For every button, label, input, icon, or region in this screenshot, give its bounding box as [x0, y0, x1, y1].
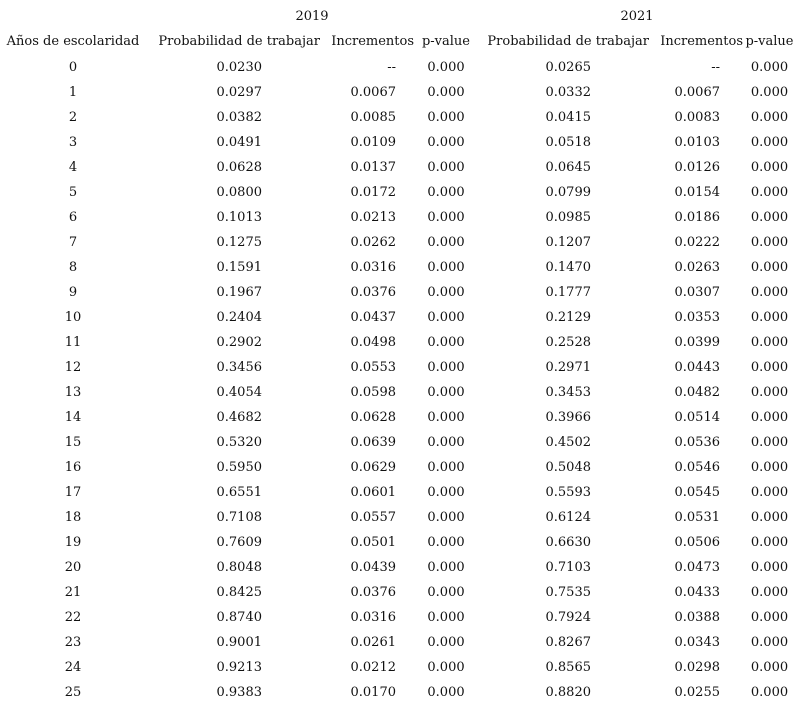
- cell-probabilidad-2021: 0.0518: [545, 135, 591, 150]
- cell-anos: 10: [64, 310, 82, 325]
- cell-incrementos-2019: 0.0437: [350, 310, 396, 325]
- cell-pvalue-2021: 0.000: [750, 385, 789, 400]
- cell-pvalue-2021: 0.000: [750, 435, 789, 450]
- header-incrementos-2019: Incrementos: [331, 34, 414, 49]
- cell-probabilidad-2021: 0.1207: [545, 235, 591, 250]
- table-row: [0, 105, 796, 130]
- cell-anos: 4: [68, 160, 78, 175]
- cell-probabilidad-2019: 0.0297: [216, 85, 262, 100]
- table-row: [0, 155, 796, 180]
- cell-anos: 25: [64, 685, 82, 700]
- cell-incrementos-2021: 0.0255: [674, 685, 720, 700]
- cell-pvalue-2021: 0.000: [750, 60, 789, 75]
- table-row: [0, 455, 796, 480]
- cell-probabilidad-2019: 0.3456: [216, 360, 262, 375]
- cell-incrementos-2019: 0.0553: [350, 360, 396, 375]
- cell-probabilidad-2021: 0.6630: [545, 535, 591, 550]
- cell-pvalue-2019: 0.000: [427, 485, 465, 500]
- cell-probabilidad-2019: 0.5320: [216, 435, 262, 450]
- cell-incrementos-2021: 0.0343: [674, 635, 720, 650]
- cell-probabilidad-2019: 0.8425: [216, 585, 262, 600]
- cell-incrementos-2019: --: [387, 60, 396, 75]
- cell-probabilidad-2019: 0.8740: [216, 610, 262, 625]
- cell-pvalue-2019: 0.000: [427, 435, 465, 450]
- cell-probabilidad-2019: 0.0230: [216, 60, 262, 75]
- cell-incrementos-2019: 0.0501: [350, 535, 396, 550]
- cell-pvalue-2019: 0.000: [427, 685, 465, 700]
- table-row: [0, 530, 796, 555]
- cell-probabilidad-2019: 0.0628: [216, 160, 262, 175]
- cell-probabilidad-2019: 0.9383: [216, 685, 262, 700]
- cell-anos: 6: [68, 210, 78, 225]
- cell-probabilidad-2021: 0.0799: [545, 185, 591, 200]
- cell-incrementos-2021: --: [711, 60, 720, 75]
- cell-pvalue-2021: 0.000: [750, 160, 789, 175]
- cell-probabilidad-2019: 0.1013: [216, 210, 262, 225]
- cell-incrementos-2019: 0.0376: [350, 285, 396, 300]
- cell-pvalue-2021: 0.000: [750, 135, 789, 150]
- cell-anos: 21: [64, 585, 82, 600]
- cell-pvalue-2021: 0.000: [750, 185, 789, 200]
- cell-incrementos-2019: 0.0557: [350, 510, 396, 525]
- table-row: [0, 555, 796, 580]
- cell-probabilidad-2019: 0.2902: [216, 335, 262, 350]
- cell-incrementos-2019: 0.0067: [350, 85, 396, 100]
- cell-incrementos-2019: 0.0213: [350, 210, 396, 225]
- cell-pvalue-2021: 0.000: [750, 260, 789, 275]
- cell-pvalue-2019: 0.000: [427, 235, 465, 250]
- cell-anos: 17: [64, 485, 82, 500]
- cell-incrementos-2019: 0.0498: [350, 335, 396, 350]
- cell-pvalue-2021: 0.000: [750, 610, 789, 625]
- cell-incrementos-2019: 0.0170: [350, 685, 396, 700]
- cell-incrementos-2021: 0.0154: [674, 185, 720, 200]
- cell-incrementos-2019: 0.0598: [350, 385, 396, 400]
- cell-incrementos-2019: 0.0316: [350, 260, 396, 275]
- cell-anos: 16: [64, 460, 82, 475]
- cell-anos: 22: [64, 610, 82, 625]
- cell-pvalue-2021: 0.000: [750, 460, 789, 475]
- cell-pvalue-2019: 0.000: [427, 560, 465, 575]
- cell-pvalue-2019: 0.000: [427, 360, 465, 375]
- table-row: [0, 280, 796, 305]
- cell-probabilidad-2019: 0.5950: [216, 460, 262, 475]
- cell-probabilidad-2021: 0.2129: [545, 310, 591, 325]
- cell-pvalue-2019: 0.000: [427, 660, 465, 675]
- table-row: [0, 430, 796, 455]
- cell-incrementos-2019: 0.0639: [350, 435, 396, 450]
- table-row: [0, 355, 796, 380]
- cell-incrementos-2019: 0.0439: [350, 560, 396, 575]
- cell-pvalue-2021: 0.000: [750, 660, 789, 675]
- cell-pvalue-2021: 0.000: [750, 285, 789, 300]
- table-row: [0, 305, 796, 330]
- cell-anos: 13: [64, 385, 82, 400]
- cell-probabilidad-2021: 0.3453: [545, 385, 591, 400]
- cell-anos: 18: [64, 510, 82, 525]
- cell-probabilidad-2021: 0.1470: [545, 260, 591, 275]
- cell-pvalue-2019: 0.000: [427, 60, 465, 75]
- cell-pvalue-2019: 0.000: [427, 585, 465, 600]
- cell-anos: 23: [64, 635, 82, 650]
- cell-anos: 2: [68, 110, 78, 125]
- cell-pvalue-2019: 0.000: [427, 185, 465, 200]
- cell-pvalue-2019: 0.000: [427, 85, 465, 100]
- table-row: [0, 680, 796, 705]
- cell-incrementos-2021: 0.0399: [674, 335, 720, 350]
- header-incrementos-2021: Incrementos: [660, 34, 743, 49]
- cell-probabilidad-2019: 0.9213: [216, 660, 262, 675]
- cell-probabilidad-2021: 0.3966: [545, 410, 591, 425]
- cell-probabilidad-2021: 0.0985: [545, 210, 591, 225]
- cell-probabilidad-2019: 0.0491: [216, 135, 262, 150]
- cell-pvalue-2019: 0.000: [427, 160, 465, 175]
- table-row: [0, 655, 796, 680]
- cell-anos: 7: [68, 235, 78, 250]
- cell-incrementos-2019: 0.0137: [350, 160, 396, 175]
- cell-incrementos-2021: 0.0531: [674, 510, 720, 525]
- cell-probabilidad-2021: 0.2971: [545, 360, 591, 375]
- table-body: [0, 55, 796, 705]
- cell-incrementos-2021: 0.0388: [674, 610, 720, 625]
- cell-pvalue-2021: 0.000: [750, 235, 789, 250]
- cell-incrementos-2021: 0.0126: [674, 160, 720, 175]
- cell-incrementos-2021: 0.0514: [674, 410, 720, 425]
- header-probabilidad-2021: Probabilidad de trabajar: [487, 34, 649, 49]
- cell-probabilidad-2019: 0.2404: [216, 310, 262, 325]
- cell-incrementos-2019: 0.0628: [350, 410, 396, 425]
- cell-anos: 20: [64, 560, 82, 575]
- cell-probabilidad-2019: 0.7108: [216, 510, 262, 525]
- cell-incrementos-2019: 0.0629: [350, 460, 396, 475]
- cell-probabilidad-2019: 0.1275: [216, 235, 262, 250]
- table-row: [0, 405, 796, 430]
- cell-probabilidad-2021: 0.8565: [545, 660, 591, 675]
- cell-incrementos-2021: 0.0083: [674, 110, 720, 125]
- cell-pvalue-2019: 0.000: [427, 635, 465, 650]
- cell-pvalue-2021: 0.000: [750, 535, 789, 550]
- cell-probabilidad-2021: 0.8267: [545, 635, 591, 650]
- cell-pvalue-2019: 0.000: [427, 110, 465, 125]
- cell-anos: 19: [64, 535, 82, 550]
- cell-pvalue-2021: 0.000: [750, 685, 789, 700]
- cell-incrementos-2019: 0.0212: [350, 660, 396, 675]
- cell-incrementos-2021: 0.0443: [674, 360, 720, 375]
- table-row: [0, 80, 796, 105]
- cell-pvalue-2019: 0.000: [427, 460, 465, 475]
- cell-pvalue-2021: 0.000: [750, 410, 789, 425]
- table-row: [0, 230, 796, 255]
- table-row: [0, 55, 796, 80]
- cell-pvalue-2019: 0.000: [427, 310, 465, 325]
- header-anos-escolaridad: Años de escolaridad: [6, 34, 140, 49]
- cell-pvalue-2021: 0.000: [750, 210, 789, 225]
- header-pvalue-2021: p-value: [745, 34, 794, 49]
- table-row: [0, 255, 796, 280]
- schooling-probability-table: [0, 5, 796, 705]
- cell-pvalue-2019: 0.000: [427, 135, 465, 150]
- cell-incrementos-2021: 0.0263: [674, 260, 720, 275]
- header-pvalue-2019: p-value: [421, 34, 471, 49]
- cell-probabilidad-2021: 0.5593: [545, 485, 591, 500]
- cell-pvalue-2021: 0.000: [750, 560, 789, 575]
- table-row: [0, 480, 796, 505]
- cell-incrementos-2021: 0.0473: [674, 560, 720, 575]
- cell-incrementos-2021: 0.0103: [674, 135, 720, 150]
- cell-incrementos-2021: 0.0307: [674, 285, 720, 300]
- cell-incrementos-2021: 0.0546: [674, 460, 720, 475]
- cell-incrementos-2019: 0.0172: [350, 185, 396, 200]
- cell-pvalue-2019: 0.000: [427, 335, 465, 350]
- cell-probabilidad-2021: 0.6124: [545, 510, 591, 525]
- cell-pvalue-2021: 0.000: [750, 510, 789, 525]
- cell-pvalue-2019: 0.000: [427, 535, 465, 550]
- cell-probabilidad-2021: 0.0415: [545, 110, 591, 125]
- cell-incrementos-2019: 0.0261: [350, 635, 396, 650]
- table-row: [0, 630, 796, 655]
- cell-incrementos-2019: 0.0601: [350, 485, 396, 500]
- cell-probabilidad-2019: 0.4682: [216, 410, 262, 425]
- cell-pvalue-2021: 0.000: [750, 310, 789, 325]
- year-2021-header: 2021: [620, 9, 654, 24]
- cell-anos: 12: [64, 360, 82, 375]
- table-row: [0, 205, 796, 230]
- cell-incrementos-2021: 0.0506: [674, 535, 720, 550]
- year-header-row: [0, 5, 796, 29]
- cell-anos: 15: [64, 435, 82, 450]
- cell-pvalue-2021: 0.000: [750, 335, 789, 350]
- cell-probabilidad-2019: 0.1967: [216, 285, 262, 300]
- cell-pvalue-2019: 0.000: [427, 210, 465, 225]
- cell-incrementos-2019: 0.0262: [350, 235, 396, 250]
- cell-probabilidad-2019: 0.6551: [216, 485, 262, 500]
- cell-anos: 8: [68, 260, 78, 275]
- table-row: [0, 580, 796, 605]
- cell-incrementos-2021: 0.0545: [674, 485, 720, 500]
- cell-probabilidad-2021: 0.0265: [545, 60, 591, 75]
- table-row: [0, 505, 796, 530]
- cell-pvalue-2019: 0.000: [427, 510, 465, 525]
- cell-probabilidad-2021: 0.1777: [545, 285, 591, 300]
- cell-incrementos-2021: 0.0353: [674, 310, 720, 325]
- cell-incrementos-2021: 0.0433: [674, 585, 720, 600]
- cell-pvalue-2019: 0.000: [427, 410, 465, 425]
- cell-probabilidad-2021: 0.7924: [545, 610, 591, 625]
- cell-incrementos-2021: 0.0482: [674, 385, 720, 400]
- cell-pvalue-2019: 0.000: [427, 285, 465, 300]
- cell-probabilidad-2021: 0.5048: [545, 460, 591, 475]
- header-probabilidad-2019: Probabilidad de trabajar: [158, 34, 320, 49]
- cell-probabilidad-2021: 0.0645: [545, 160, 591, 175]
- cell-incrementos-2019: 0.0085: [350, 110, 396, 125]
- table-row: [0, 180, 796, 205]
- cell-anos: 9: [68, 285, 78, 300]
- cell-probabilidad-2021: 0.0332: [545, 85, 591, 100]
- table-row: [0, 130, 796, 155]
- cell-incrementos-2019: 0.0109: [350, 135, 396, 150]
- cell-probabilidad-2019: 0.4054: [216, 385, 262, 400]
- year-2019-header: 2019: [295, 9, 329, 24]
- table-row: [0, 380, 796, 405]
- table-row: [0, 330, 796, 355]
- cell-probabilidad-2021: 0.7103: [545, 560, 591, 575]
- cell-probabilidad-2019: 0.8048: [216, 560, 262, 575]
- cell-pvalue-2019: 0.000: [427, 610, 465, 625]
- cell-anos: 5: [68, 185, 78, 200]
- cell-probabilidad-2019: 0.0382: [216, 110, 262, 125]
- cell-probabilidad-2019: 0.1591: [216, 260, 262, 275]
- cell-pvalue-2021: 0.000: [750, 360, 789, 375]
- cell-pvalue-2021: 0.000: [750, 85, 789, 100]
- cell-pvalue-2021: 0.000: [750, 635, 789, 650]
- column-header-row: [0, 29, 796, 55]
- cell-probabilidad-2021: 0.8820: [545, 685, 591, 700]
- cell-probabilidad-2019: 0.7609: [216, 535, 262, 550]
- table-row: [0, 605, 796, 630]
- cell-incrementos-2021: 0.0298: [674, 660, 720, 675]
- cell-anos: 3: [68, 135, 78, 150]
- cell-pvalue-2021: 0.000: [750, 110, 789, 125]
- cell-pvalue-2019: 0.000: [427, 260, 465, 275]
- cell-incrementos-2021: 0.0067: [674, 85, 720, 100]
- cell-incrementos-2019: 0.0316: [350, 610, 396, 625]
- cell-incrementos-2021: 0.0186: [674, 210, 720, 225]
- cell-anos: 0: [68, 60, 78, 75]
- cell-anos: 24: [64, 660, 82, 675]
- cell-probabilidad-2021: 0.4502: [545, 435, 591, 450]
- cell-pvalue-2019: 0.000: [427, 385, 465, 400]
- cell-incrementos-2019: 0.0376: [350, 585, 396, 600]
- cell-anos: 1: [68, 85, 78, 100]
- cell-probabilidad-2021: 0.7535: [545, 585, 591, 600]
- cell-anos: 11: [64, 335, 82, 350]
- cell-probabilidad-2021: 0.2528: [545, 335, 591, 350]
- cell-incrementos-2021: 0.0536: [674, 435, 720, 450]
- cell-anos: 14: [64, 410, 82, 425]
- cell-probabilidad-2019: 0.9001: [216, 635, 262, 650]
- cell-pvalue-2021: 0.000: [750, 485, 789, 500]
- cell-pvalue-2021: 0.000: [750, 585, 789, 600]
- cell-incrementos-2021: 0.0222: [674, 235, 720, 250]
- cell-probabilidad-2019: 0.0800: [216, 185, 262, 200]
